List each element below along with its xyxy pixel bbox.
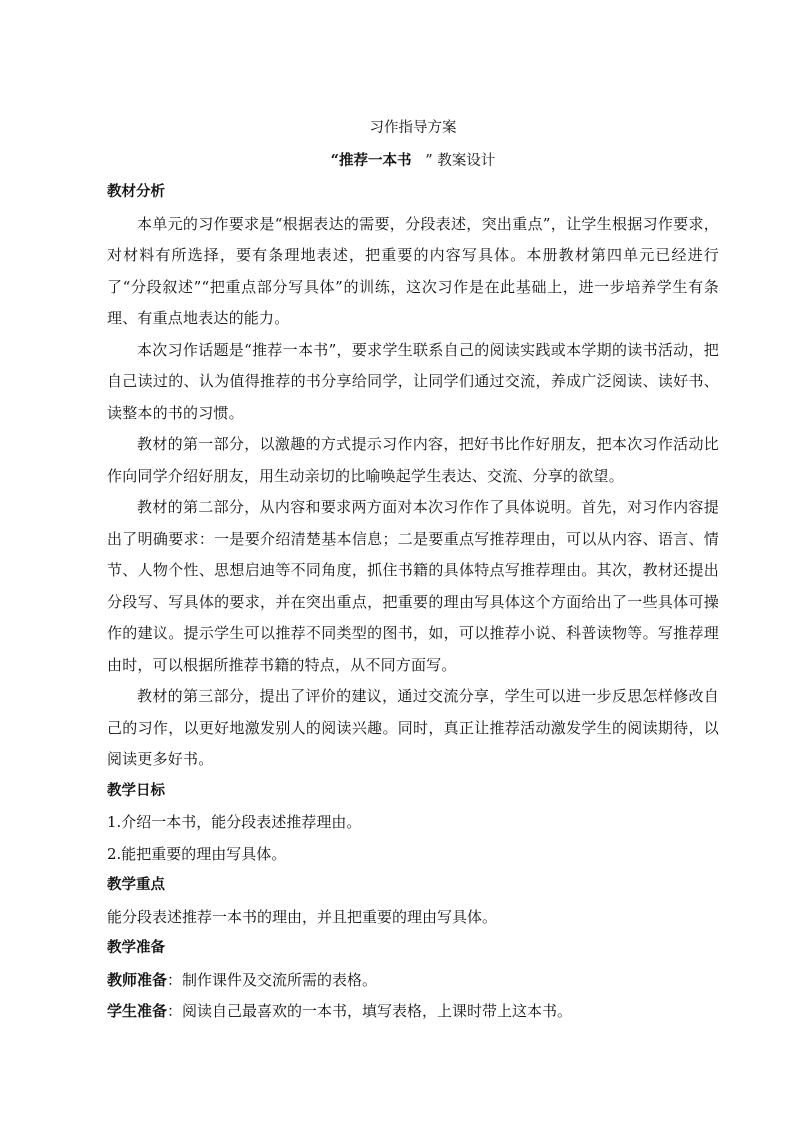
subtitle-bold-part: “推荐一本书: [330, 151, 412, 169]
student-preparation: [107, 996, 719, 1028]
goal-item-1: 1.介绍一本书，能分段表述推荐理由。: [107, 813, 362, 831]
analysis-paragraph-3: 教材的第一部分，以激趣的方式提示习作内容，把好书比作好朋友，把本次习作活动比作向同学介绍好朋友，用生动亲切的比喻唤起学生表达、交流、分享的欲望。: [107, 435, 719, 485]
document-title: 习作指导方案: [369, 120, 457, 136]
teacher-preparation-text: ：制作课件及交流所需的表格。: [167, 970, 378, 989]
analysis-paragraph-4: 教材的第二部分，从内容和要求两方面对本次习作作了具体说明。首先，对习作内容提出了明确要求：一是要介绍清楚基本信息；二是要重点写推荐理由，可以从内容、语言、情节、人物个性、思想启迪等不同角度，抓住书籍的具体特点写推荐理由。其次，教材还提出分段写、写具体的要求，并在突出重点，把重要的理由写具体这个方面给出了一些具体可操作的建议。提示学生可以推荐不同类型的图书，如，可以推荐小说、科普读物等。写推荐理由时，可以根据所推荐书籍的特点，从不同方面写。: [107, 498, 719, 674]
section-heading-textbook-analysis: 教材分析: [107, 184, 165, 200]
section-heading-teaching-focus: 教学重点: [107, 877, 165, 893]
analysis-paragraph-1: 本单元的习作要求是“根据表达的需要，分段表述，突出重点”，让学生根据习作要求，对材料有所选择，要有条理地表述，把重要的内容写具体。本册教材第四单元已经进行了“分段叙述”“把重点部分写具体”的训练，这次习作是在此基础上，进一步培养学生有条理、有重点地表达的能力。: [107, 214, 719, 327]
section-heading-teaching-goals: 教学日标: [107, 782, 165, 799]
analysis-paragraph-2: 本次习作话题是“推荐一本书”，要求学生联系自己的阅读实践或本学期的读书活动，把自己读过的、认为值得推荐的书分享给同学，让同学们通过交流，养成广泛阅读、读好书、读整本的书的习惯。: [107, 340, 719, 422]
subtitle-rest: ” 教案设计: [411, 152, 496, 169]
document-subtitle: [107, 145, 719, 178]
goal-item-2: 2.能把重要的理由写具体。: [107, 844, 287, 863]
student-preparation-text: ：阅读自己最喜欢的一本书，填写表格，上课时带上这本书。: [167, 1002, 573, 1020]
section-heading-teaching-preparation: 教学准备: [107, 940, 165, 956]
document-page: [107, 113, 719, 1028]
focus-text: 能分段表述推荐一本书的理由，并且把重要的理由写具体。: [107, 907, 498, 926]
analysis-paragraph-5: 教材的第三部分，提出了评价的建议，通过交流分享，学生可以进一步反思怎样修改自己的习作，以更好地激发别人的阅读兴趣。同时，真正让推荐活动激发学生的阅读期待，以阅读更多好书。: [107, 687, 719, 768]
teacher-preparation: [107, 965, 719, 997]
student-preparation-label: 学生准备: [107, 1002, 168, 1020]
teacher-preparation-label: 教师准备: [107, 970, 168, 989]
